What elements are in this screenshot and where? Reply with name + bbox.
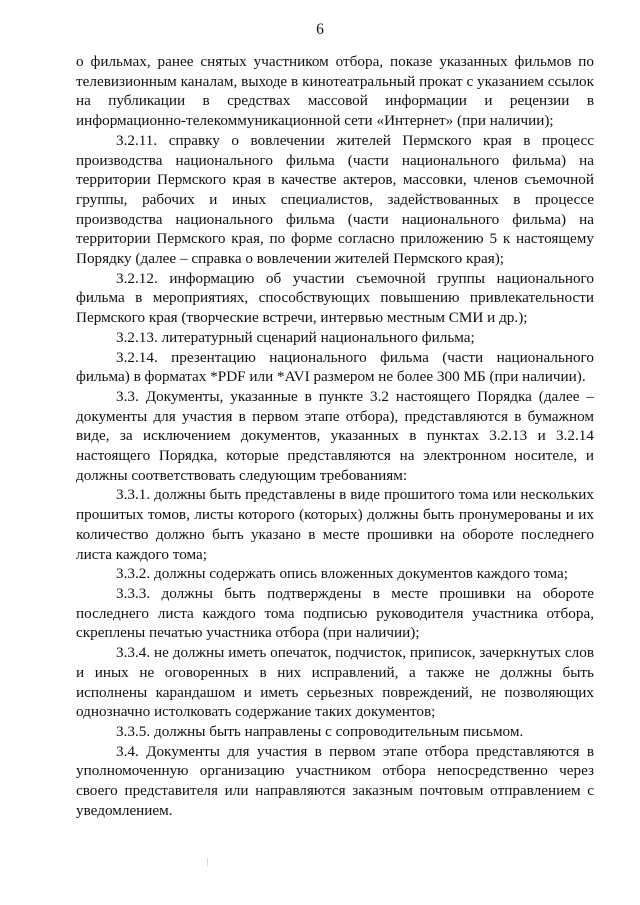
- scan-artifact-mark: [207, 858, 208, 866]
- document-body: [76, 52, 594, 820]
- paragraph-continuation: о фильмах, ранее снятых участником отбора, показе указанных фильмов по телевизионным каналам, выходе в кинотеатральный прокат с указанием ссылок на публикации в средствах массовой информации и рецензии в информационно-телекоммуникационной сети «Интернет» (при наличии);: [76, 53, 594, 130]
- paragraph-3-2-13: 3.2.13. литературный сценарий национального фильма;: [116, 328, 475, 346]
- paragraph-3-3-5: 3.3.5. должны быть направлены с сопроводительным письмом.: [116, 722, 524, 740]
- paragraph-3-3-2: 3.3.2. должны содержать опись вложенных документов каждого тома;: [116, 565, 568, 583]
- page-number: 6: [316, 21, 324, 38]
- paragraph-3-4: 3.4. Документы для участия в первом этапе отбора представляются в уполномоченную организацию участником отбора непосредственно через своего представителя или направляются заказным почтовым отправлением с уведомлением.: [76, 742, 594, 819]
- paragraph-3-2-12: 3.2.12. информацию об участии съемочной группы национального фильма в мероприятиях, способствующих повышению привлекательности Пермского края (творческие встречи, интервью местным СМИ и др.);: [76, 269, 594, 327]
- paragraph-3-3-4: 3.3.4. не должны иметь опечаток, подчисток, приписок, зачеркнутых слов и иных не оговоренных в них исправлений, а также не должны быть исполнены карандашом и иметь серьезных повреждений, не позволяющих однозначно истолковать содержание таких документов;: [76, 644, 594, 721]
- paragraph-3-3: 3.3. Документы, указанные в пункте 3.2 настоящего Порядка (далее – документы для участия в первом этапе отбора), представляются в бумажном виде, за исключением документов, указанных в пунктах 3.2.13 и 3.2.14 настоящего Порядка, которые представляются на электронном носителе, и должны соответствовать следующим требованиям:: [76, 387, 594, 484]
- paragraph-3-2-11: 3.2.11. справку о вовлечении жителей Пермского края в процесс производства национального фильма (части национального фильма) на территории Пермского края в качестве актеров, массовки, членов съемочной группы, рабочих и иных специалистов, задействованных в процессе производства национального фильма (части национального фильма) на территории Пермского края, по форме согласно приложению 5 к настоящему Порядку (далее – справка о вовлечении жителей Пермского края);: [76, 131, 594, 268]
- paragraph-3-2-14: 3.2.14. презентацию национального фильма (части национального фильма) в форматах *PDF или *AVI размером не более 300 МБ (при наличии).: [76, 348, 594, 386]
- paragraph-3-3-3: 3.3.3. должны быть подтверждены в месте прошивки на обороте последнего листа каждого тома подписью руководителя участника отбора, скреплены печатью участника отбора (при наличии);: [76, 584, 594, 642]
- paragraph-3-3-1: 3.3.1. должны быть представлены в виде прошитого тома или нескольких прошитых томов, листы которого (которых) должны быть пронумерованы и их количество должно быть указано в месте прошивки на обороте последнего листа каждого тома;: [76, 486, 594, 563]
